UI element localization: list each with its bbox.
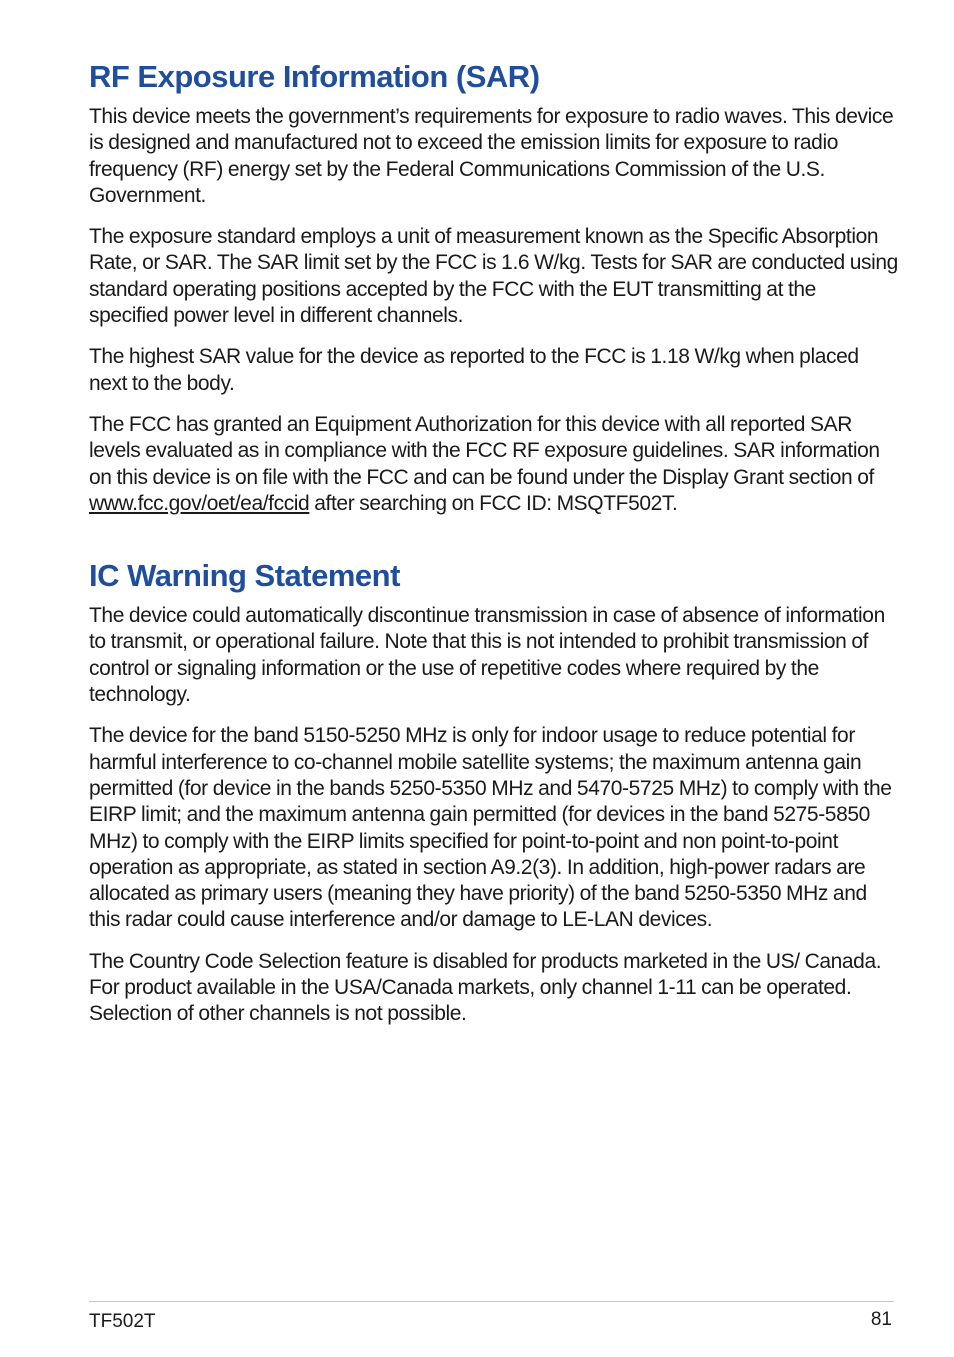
section-title-rf-exposure: RF Exposure Information (SAR) xyxy=(89,59,540,94)
paragraph: The device for the band 5150-5250 MHz is only for indoor usage to reduce potential for harmful interference to co-channel mobile satellite systems; the maximum antenna gain permitted (for device in the bands 5250-5350 MHz and 5470-5725 MHz) to comply with the EIRP limit; and the maximum antenna gain permitted (for devices in the band 5275-5850 MHz) to comply with the EIRP limits specified for point-to-point and non point-to-point operation as appropriate, as stated in section A9.2(3). In addition, high-power radars are allocated as primary users (meaning they have priority) of the band 5250-5350 MHz and this radar could cause interference and/or damage to LE-LAN devices. xyxy=(89,724,892,932)
fcc-id-link[interactable]: www.fcc.gov/oet/ea/fccid xyxy=(89,491,310,515)
footer-page-number: 81 xyxy=(870,1309,892,1330)
paragraph-text-before-link: The FCC has granted an Equipment Authorization for this device with all reported SAR levels evaluated as in compliance with the FCC RF exposure guidelines. SAR information on this device is on file with the FCC and can be found under the Display Grant section of xyxy=(89,412,880,489)
paragraph: The exposure standard employs a unit of measurement known as the Specific Absorption Rate, or SAR. The SAR limit set by the FCC is 1.6 W/kg. Tests for SAR are conducted using standard operating positions accepted by the FCC with the EUT transmitting at the specified power level in different channels. xyxy=(89,225,898,328)
paragraph: The highest SAR value for the device as reported to the FCC is 1.18 W/kg when placed next to the body. xyxy=(89,345,859,395)
document-page xyxy=(89,58,899,1043)
section-title-ic-warning: IC Warning Statement xyxy=(89,558,400,594)
paragraph-with-link xyxy=(89,412,899,517)
footer-model-name: TF502T xyxy=(89,1311,156,1332)
paragraph: The Country Code Selection feature is disabled for products marketed in the US/ Canada. For product available in the USA/Canada markets, only channel 1-11 can be operated. Selection of other channels is not possible. xyxy=(89,949,882,1026)
paragraph: The device could automatically discontinue transmission in case of absence of information to transmit, or operational failure. Note that this is not intended to prohibit transmission of control or signaling information or the use of repetitive codes where required by the technology. xyxy=(89,604,885,707)
paragraph-text-after-link: after searching on FCC ID: MSQTF502T. xyxy=(309,491,678,515)
footer-divider xyxy=(89,1301,894,1302)
paragraph: This device meets the government’s requirements for exposure to radio waves. This device is designed and manufactured not to exceed the emission limits for exposure to radio frequency (RF) energy set by the Federal Communications Commission of the U.S. Government. xyxy=(89,105,894,207)
